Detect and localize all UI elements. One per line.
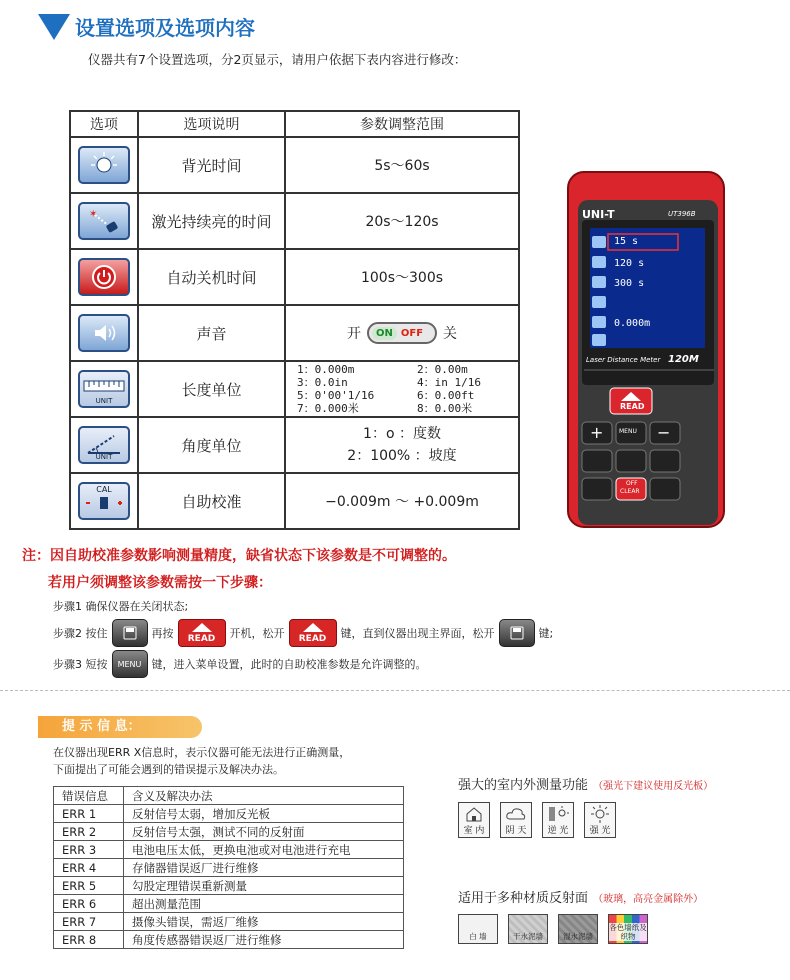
- backlight-icon: [78, 146, 130, 184]
- step-3: [53, 650, 427, 678]
- error-code: ERR 5: [54, 877, 124, 895]
- step-1: [53, 598, 188, 614]
- env-label: 强 光: [589, 826, 611, 836]
- table-row: [54, 877, 404, 895]
- feature-subtitle: （强光下建议使用反光板）: [593, 781, 714, 792]
- table-row: [54, 895, 404, 913]
- unit-option: 1：0.000m: [297, 363, 355, 376]
- error-meaning: 存储器错误返厂进行维修: [124, 859, 404, 877]
- step-2: [53, 619, 553, 647]
- table-row: [54, 823, 404, 841]
- env-label: 室 内: [463, 826, 485, 836]
- switch-off: OFF: [400, 327, 424, 339]
- table-row: [54, 841, 404, 859]
- device-caption: Laser Distance Meter: [586, 356, 661, 364]
- option-range: 20s～120s: [285, 193, 519, 249]
- option-description: 背光时间: [138, 137, 285, 193]
- error-code: ERR 8: [54, 931, 124, 949]
- menu-key-label: MENU: [117, 659, 142, 669]
- strong-sun-icon: [584, 802, 616, 838]
- step-text: 步骤2 按住: [53, 627, 108, 640]
- save-key-icon: [499, 619, 535, 647]
- error-code: ERR 7: [54, 913, 124, 931]
- material-label: 干水泥墙: [513, 932, 543, 941]
- step-text: 步骤1 确保仪器在关闭状态;: [53, 600, 189, 613]
- table-row: [54, 913, 404, 931]
- option-range: 5s～60s: [285, 137, 519, 193]
- unit-option: 4：in 1/16: [417, 376, 481, 389]
- device-illustration: [560, 170, 730, 530]
- title-triangle-icon: [38, 14, 70, 40]
- screen-value: 300 s: [614, 278, 645, 289]
- error-code: ERR 1: [54, 805, 124, 823]
- unit-option: 6：0.00ft: [417, 389, 475, 402]
- tips-badge: 提 示 信 息：: [38, 716, 202, 738]
- power-icon: [78, 258, 130, 296]
- table-row: [70, 305, 519, 361]
- error-header: 错误信息: [54, 787, 124, 805]
- intro-text: 仪器共有7个设置选项，分2页显示，请用户依据下表内容进行修改：: [88, 52, 467, 67]
- option-range: −0.009m ～ +0.009m: [285, 473, 519, 529]
- indoor-feature-heading: [458, 774, 713, 793]
- error-meaning: 摄像头错误，需返厂维修: [124, 913, 404, 931]
- table-row: [70, 193, 519, 249]
- table-row: [54, 859, 404, 877]
- header-range: 参数调整范围: [285, 111, 519, 137]
- angle-option: 1：o ：度数: [363, 426, 441, 442]
- material-swatches: [458, 914, 658, 944]
- feature-title: 强大的室内外测量功能: [458, 778, 589, 793]
- speaker-icon: [78, 314, 130, 352]
- option-description: 长度单位: [138, 361, 285, 417]
- device-read-key: READ: [620, 402, 645, 411]
- option-range: 100s～300s: [285, 249, 519, 305]
- tips-line: 在仪器出现ERR X信息时，表示仪器可能无法进行正确测量，: [53, 746, 351, 759]
- error-meaning: 角度传感器错误返厂进行维修: [124, 931, 404, 949]
- length-units-list: [297, 363, 507, 415]
- error-code: ERR 3: [54, 841, 124, 859]
- save-key-icon: [112, 619, 148, 647]
- error-code: ERR 6: [54, 895, 124, 913]
- material-label: 各色墙纸及织物: [609, 923, 647, 941]
- step-text: 再按: [151, 627, 174, 640]
- table-row: [54, 931, 404, 949]
- svg-text:−: −: [657, 423, 671, 442]
- device-menu-key: MENU: [619, 428, 637, 435]
- dry-cement-swatch: [508, 914, 548, 944]
- settings-table: [69, 110, 520, 530]
- feature-title: 适用于多种材质反射面: [458, 891, 589, 906]
- option-description: 角度单位: [138, 417, 285, 473]
- sound-off-label: 关: [443, 326, 457, 342]
- option-description: 声音: [138, 305, 285, 361]
- option-description: 自动关机时间: [138, 249, 285, 305]
- menu-key-icon: [112, 650, 148, 678]
- environment-icons: [458, 802, 626, 838]
- cloudy-icon: [500, 802, 532, 838]
- unit-option: 2：0.00m: [417, 363, 468, 376]
- error-meaning: 反射信号太弱，增加反光板: [124, 805, 404, 823]
- option-description: 自助校准: [138, 473, 285, 529]
- white-wall-swatch: [458, 914, 498, 944]
- device-clear-key: CLEAR: [620, 488, 640, 495]
- option-description: 激光持续亮的时间: [138, 193, 285, 249]
- material-label: 白 墙: [469, 932, 487, 941]
- read-key-icon: [289, 619, 337, 647]
- unit-option: 8：0.00米: [417, 402, 473, 415]
- note-line: 注：因自助校准参数影响测量精度，缺省状态下该参数是不可调整的。: [22, 548, 456, 564]
- calibration-icon: [78, 482, 130, 520]
- unit-option: 3：0.0in: [297, 376, 348, 389]
- ruler-unit-icon: [78, 370, 130, 408]
- step-text: 键，进入菜单设置，此时的自助校准参数是允许调整的。: [151, 658, 427, 671]
- screen-value: 120 s: [614, 258, 645, 269]
- screen-value: 0.000m: [614, 318, 651, 329]
- unit-label: UNIT: [95, 397, 113, 405]
- wallpaper-fabric-swatch: [608, 914, 648, 944]
- read-key-icon: [178, 619, 226, 647]
- angle-unit-icon: [78, 426, 130, 464]
- header-option: 选项: [70, 111, 138, 137]
- tips-line: 下面提出了可能会遇到的错误提示及解决办法。: [53, 763, 284, 776]
- header-description: 选项说明: [138, 111, 285, 137]
- sound-toggle: [347, 322, 457, 344]
- note-line: 若用户须调整该参数需按一下步骤：: [48, 575, 272, 591]
- sound-on-label: 开: [347, 326, 361, 342]
- unit-option: 7：0.000米: [297, 402, 359, 415]
- step-text: 键，直到仪器出现主界面，松开: [340, 627, 495, 640]
- device-off-key: OFF: [626, 480, 638, 487]
- error-meaning: 勾股定理错误重新测量: [124, 877, 404, 895]
- read-key-label: READ: [298, 634, 327, 644]
- device-brand: UNI-T: [582, 208, 615, 221]
- env-label: 阴 天: [505, 826, 527, 836]
- error-code: ERR 2: [54, 823, 124, 841]
- angle-option: 2：100% ：坡度: [347, 448, 457, 464]
- table-row: [70, 417, 519, 473]
- unit-label: UNIT: [95, 453, 113, 461]
- page-title: 设置选项及选项内容: [75, 16, 255, 40]
- device-model: UT396B: [668, 210, 696, 218]
- tips-text: [53, 744, 350, 778]
- table-row: [70, 137, 519, 193]
- error-code: ERR 4: [54, 859, 124, 877]
- svg-text:✶: ✶: [89, 209, 98, 220]
- step-text: 开机，松开: [229, 627, 285, 640]
- error-meaning: 超出测量范围: [124, 895, 404, 913]
- step-text: 步骤3 短按: [53, 658, 108, 671]
- screen-value: 15 s: [614, 236, 639, 247]
- read-key-label: READ: [187, 634, 216, 644]
- laser-icon: [78, 202, 130, 240]
- backlight-sun-icon: [542, 802, 574, 838]
- wet-cement-swatch: [558, 914, 598, 944]
- unit-option: 5：0'00'1/16: [297, 389, 375, 402]
- indoor-icon: [458, 802, 490, 838]
- on-off-switch: [367, 322, 437, 344]
- table-row: [70, 249, 519, 305]
- table-row: [54, 805, 404, 823]
- section-divider: [0, 690, 790, 691]
- material-feature-heading: [458, 887, 703, 906]
- error-header: 含义及解决办法: [124, 787, 404, 805]
- material-label: 湿水泥墙: [563, 932, 593, 941]
- device-range: 120M: [668, 354, 699, 365]
- error-meaning: 反射信号太强，测试不同的反射面: [124, 823, 404, 841]
- cal-label: CAL: [96, 485, 112, 494]
- table-row: [70, 473, 519, 529]
- feature-subtitle: （玻璃，高亮金属除外）: [593, 894, 704, 905]
- switch-on: ON: [372, 327, 397, 340]
- error-meaning: 电池电压太低，更换电池或对电池进行充电: [124, 841, 404, 859]
- table-row: [70, 361, 519, 417]
- step-text: 键;: [538, 627, 554, 640]
- svg-text:+: +: [590, 423, 604, 442]
- env-label: 逆 光: [547, 826, 569, 836]
- error-table: [53, 786, 404, 949]
